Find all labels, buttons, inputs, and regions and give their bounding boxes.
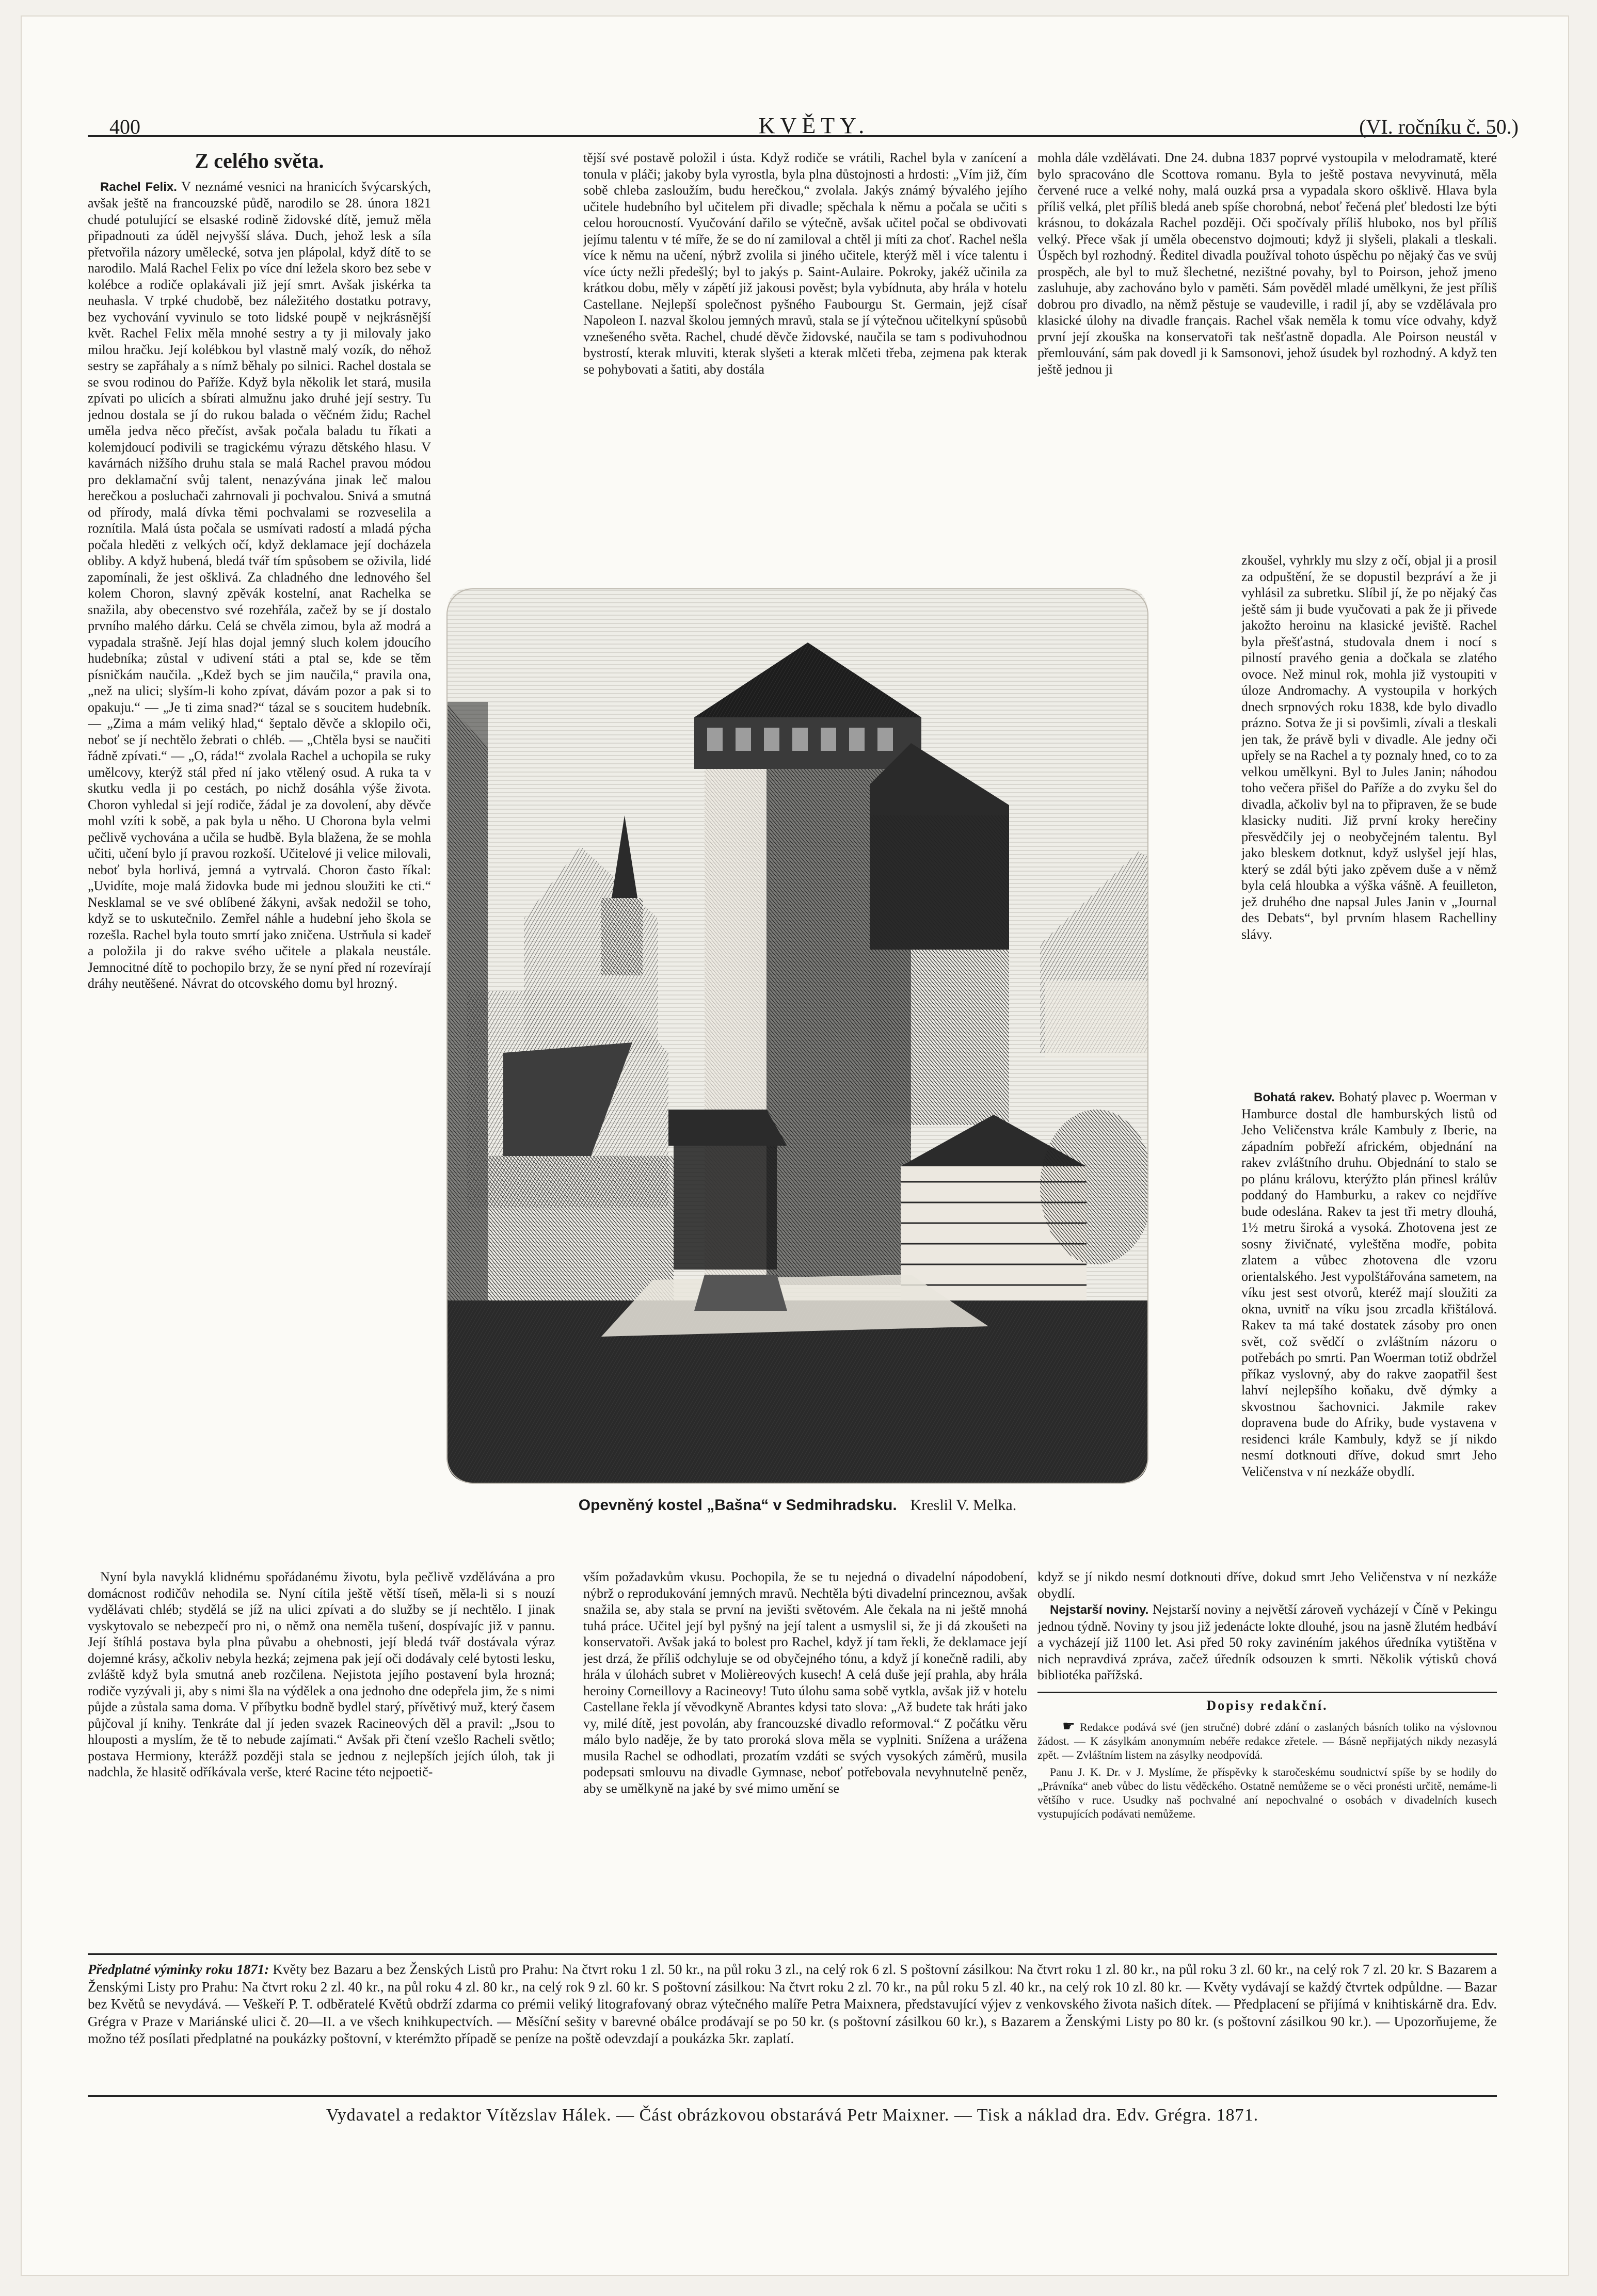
page-header xyxy=(109,109,1519,151)
article-text: Nejstarší noviny a největší zároveň vycházejí v Číně v Pekingu jednou týdně. Noviny ty jsou již jedenácte lokte dlouhé, jsou na jasně žlutém hedbáví a vycházejí již 1100 let. Asi před 50 roky zavinéním jakéhos úředníka vytištěna v nich nepravdivá zpráva, začež úředník odsouzen k smrti. Několik výtisků chová bibliotéka pařížská. xyxy=(1037,1602,1497,1682)
pointing-hand-icon: ☛ xyxy=(1062,1718,1076,1735)
caption-credit: Kreslil V. Melka. xyxy=(910,1497,1017,1514)
volume-info: (VI. ročníku č. 50.) xyxy=(1359,115,1519,138)
subscription-rule-top xyxy=(88,1953,1497,1955)
article-lead: Bohatá rakev. xyxy=(1254,1090,1335,1104)
column-2-top xyxy=(583,150,1027,552)
column-3-bottom xyxy=(1037,1569,1497,1940)
article-text: Bohatý plavec p. Woerman v Hamburce dostal dle hamburských listů od Jeho Veličenstva krále Kambuly z Iberie, na západním pobřeží africkém, objednání na rakev zvláštního druhu. Objednání to stalo se po plánu královu, kterýžto plán přinesl králův poddaný do Hamburku, a rakev co nejdříve bude odeslána. Rakev ta jest tři metry dlouhá, 1½ metru široká a vysoká. Zhotovena jest ze sosny živičnaté, vyleštěna modře, pobita zlatem a vůbec zhotovena dle vzoru orientalského. Jest vypolštářována sametem, na víku jest sest otvorů, kteréž mají sloužiti za okna, uvnitř na víku jsou zrcadla křištálová. Rakev ta má také dostatek zásoby pro onen svět, což svědčí o zvláštním názoru o potřebách po smrti. Pan Woerman totiž obdržel příkaz vyslovný, aby do rakve zaopatřil šest lahví nejlepšího koňaku, dvě dýmky a skvostnou šachovnici. Jakmile rakev dopravena bude do Afriky, bude vystavena v residenci krále Kambuly, když se jí nikdo nesmí dotknouti dříve, dokud smrt Jeho Veličenstva v ní nezkáže obydlí. xyxy=(1241,1089,1497,1479)
subscription-terms xyxy=(88,1961,1497,2082)
caption-title: Opevněný kostel „Bašna“ v Sedmihradsku. xyxy=(578,1497,897,1514)
article-text: V neznámé vesnici na hranicích švýcarských, avšak ještě na francouzské půdě, narodilo se 28. února 1821 chudé potulující se elsaské rodině židovské dítě, jemuž měla připadnouti za úděl nejvyšší sláva. Duch, jehož lesk a síla přetvořila názory umělecké, sotva jen plápolal, když dítě to se narodilo. Malá Rachel Felix po více dní ležela skoro bez sebe v kolébce a rodiče oplakávali již její smrt. Avšak jiskérka ta neuhasla. V trpké chudobě, bez náležitého dostatku potravy, bez vychování vyvinulo se toto lidské poupě v nejkrásnější květ. Rachel Felix měla mnohé sestry a ty ji milovaly jako milou hračku. Její kolébkou byl vlastně malý vozík, do něhož sestry se zapřáhaly a s nímž běhaly po silnici. Rachel dostala se se svou rodinou do Paříže. Když byla několik let stará, musila zpívati po ulicích a sbírati almužnu jako druhé její sestry. Tu jednou dostala se jí do rukou balada o věčném židu; Rachel uměla jedva něco přečíst, avšak počala baladu tu říkati a kolemjdoucí podivili se tragickému výrazu dětského hlasu. V kavárnách nižšího druhu stala se malá Rachel pravou módou pro deklamační svůj talent, nenazývána jinak leč malou herečkou a posluchači zahrnovali ji pochvalou. Snivá a smutná od přírody, malá dívka těmi pochvalami se rozveselila a roznítila. Malá ústa počala se usmívati radostí a mladá pýcha počala hleděti z velkých očí, když deklamace její docházela obliby. A když hubená, bledá tvář tím spůsobem se oživila, lidé zapomínali, že jest ošklivá. Za chladného dne lednového šel kolem Choron, slavný zpěvák kostelní, anat Rachelka se snažila, aby obecenstvo své rozehřála, začež by se jí dostalo prvního malého dárku. Celá se chvěla zimou, byla až modrá a vypadala strašně. Její hlas dojal jemný sluch kolem jdoucího hudebníka; zůstal v udivení státi a ptal se, kde se těm písničkám naučila. „Kdež bych se jim naučila,“ pravila ona, „než na ulici; slyším-li koho zpívat, dávám pozor a pak si to opakuju.“ — „Je ti zima snad?“ tázal se s soucitem hudebník. — „Zima a mám veliký hlad,“ šeptalo děvče a sklopilo oči, neboť se jí nechtělo žebrati o chléb. — „Chtěla bysi se naučiti řádně zpívati.“ — „O, ráda!“ zvolala Rachel a uchopila se ruky umělcovy, kterýž stál před ní jako vtělený osud. A ruka ta v skutku vedla ji po cestách, po nichž dosáhla výše života. Choron vyhledal si její rodiče, žádal je za dovolení, aby děvče mohl vzíti k sobě, a pak byla u něho. U Chorona byla velmi pečlivě vychována a učila se hudbě. Byla blažena, že se mohla učiti, učení bylo jí pravou rozkoší. Učitelové ji velice milovali, neboť byla horlivá, jemná a vytrvalá. Choron často říkal: „Uvidíte, moje malá židovka bude mi jednou sloužiti ke cti.“ Nesklamal se ve své oblíbené žákyni, avšak nedožil se toho, když se to uskutečnilo. Zemřel náhle a hudební jeho škola se rozešla. Rachel byla touto smrtí jako zničena. Ustrňula si kadeř a položila ji do rakve svého učitele a plakala neustále. Jemnocitné dítě to pochopilo brzy, že se nyní před ní rozevírají dráhy neutěšené. Návrat do otcovského domu byl hrozný. xyxy=(88,179,431,991)
publisher-footer: Vydavatel a redaktor Vítězslav Hálek. — Část obrázkovou obstarává Petr Maixner. — Tisk a náklad dra. Edv. Grégra. 1871. xyxy=(326,2106,1259,2125)
subscription-text: Květy bez Bazaru a bez Ženských Listů pro Prahu: Na čtvrt roku 1 zl. 50 kr., na půl roku 3 zl., na celý rok 6 zl. S poštovní zásilkou: Na čtvrt roku 1 zl. 80 kr., na půl roku 3 zl. 60 kr., na celý rok 7 zl. 20 kr. S Bazarem a Ženskými Listy pro Prahu: Na čtvrt roku 2 zl. 40 kr., na půl roku 4 zl. 80 kr., na celý rok 9 zl. 60 kr. S poštovní zásilkou: Na čtvrt roku 2 zl. 70 kr., na půl roku 5 zl. 40 kr., na celý rok 10 zl. 80 kr. — Květy vydávají se každý čtvrtek odpůldne. — Bazar bez Květů se nevydává. — Veškeří P. T. odběratelé Květů obdrží zdarma co prémii veliký litografovaný obraz výtečného malíře Petra Maixnera, představující výjev z venkovského života našich dítek. — Předplacení se přijímá v knihtiskárně dra. Edv. Grégra v Praze v Mariánské ulici č. 20—II. a ve všech knihkupectvích. — Měsíční sešity v barevné obálce prodávají se po 50 kr. (s poštovní zásilkou 60 kr.), s Bazarem a Ženskými Listy po 80 kr. (s poštovní zásilkou 90 kr.). — Upozorňujeme, že možno též posílati předplatné na poukázky poštovní, v kterémžto případě se peníze na poště odevzdají a poukázka 5kr. zaplatí. xyxy=(88,1962,1497,2046)
article-bohata-rakev xyxy=(1241,1089,1497,1480)
editorial-notes xyxy=(1037,1698,1497,1821)
article-lead: Nejstarší noviny. xyxy=(1050,1603,1149,1617)
column-1 xyxy=(88,150,431,1559)
illustration-caption xyxy=(446,1497,1148,1514)
subscription-label: Předplatné výminky roku 1871: xyxy=(88,1962,269,1977)
article-rachel-felix xyxy=(88,179,431,992)
article-text-continued: zkoušel, vyhrkly mu slzy z očí, objal ji a prosil za odpuštění, že se dopustil bezpráví a že ji vyhlásil za subretku. Slíbil jí, že po nějaký čas ještě sám ji bude vyučovati a pak že ji přivede jakožto heroinu na klasické jeviště. Rachel byla přešťastná, studovala dnem i nocí s pilností pravého genia a dočkala se zlatého ovoce. Než minul rok, mohla již vystoupiti v úloze Andromachy. A vystoupila v horkých dnech srpnových roku 1838, kde bylo divadlo prázno. Sotva že ji si povšimli, zívali a tleskali jen tak, že právě byli v divadle. Ale jedny oči upřely se na Rachel a ty poznaly hned, co to za velkou umělkyni. Byl to Jules Janin; náhodou toho večera přišel do Paříže a do zvyku šel do divadla, ačkoliv byl na to připraven, že se bude klasicky nuditi. Již první kroky herečiny přesvědčily jej o neobyčejném talentu. Byl jako bleskem dotknut, když uslyšel její hlas, který se zdál býti jako zpěvem duše a v němž byla celá hloubka a výška vášně. A feuilleton, jež druhého dne napsal Jules Janin v „Journal des Debats“, byl prvním hlasem Rachelliny slávy. xyxy=(1241,553,1497,942)
page-number: 400 xyxy=(109,115,140,138)
article-rakev-end: když se jí nikdo nesmí dotknouti dříve, dokud smrt Jeho Veličenstva v ní nezkáže obydlí. xyxy=(1037,1569,1497,1601)
article-nejstarsi-noviny xyxy=(1037,1601,1497,1683)
church-illustration xyxy=(446,588,1148,1484)
section-title: Z celého světa. xyxy=(195,150,324,172)
editorial-notice-2: Panu J. K. Dr. v J. Myslíme, že příspěvky k staročeskému soudnictví spíše by se hodily do „Právníka“ aneb vůbec do listu věděckého. Ostatně nemůžeme se o věci pronésti určitě, nemáme-li většího v ruce. Usudky naš pochvalné aní nepochvalné o osobách v divadelních kusech vystupujících podávati nemůžeme. xyxy=(1037,1765,1497,1820)
column-2-bottom xyxy=(583,1569,1027,1930)
editorial-title: Dopisy redakční. xyxy=(1206,1697,1328,1713)
header-rule xyxy=(88,135,1497,137)
divider xyxy=(1037,1692,1497,1693)
article-lead: Rachel Felix. xyxy=(100,180,177,194)
article-text-continued: mohla dále vzdělávati. Dne 24. dubna 1837 poprvé vystoupila v melodramatě, které bylo spracováno dle Scottova romanu. Byla to ještě postava nevyvinutá, měla červené ruce a velké nohy, malá ouzká prsa a vypadala skoro ošklivě. Hlava byla příliš velká, plet příliš bledá aneb spíše chorobná, neboť řečená pleť bledosti lze býti krásnou, to dokázala Rachel později. Oči spočívaly příliš hluboko, nos byl příliš velký. Přece však jí uměla obecenstvo dojmouti; když ji slyšeli, plakali a tleskali. Úspěch byl rozhodný. Ředitel divadla používal tohoto úspěchu po nějaký čas ve svůj prospěch, ale byl to muž šlechetné, nezištné povahy, byl to Poirson, jehož jmeno zasluhuje, aby zachováno bylo v paměti. Sám pověděl mladé umělkyni, že jest příliš dobrou pro divadlo, na němž pěstuje se vaudeville, i radil jí, aby se vzdělávala pro klasické úlohy na divadle français. Rachel však neměla k tomu více odvahy, když první její zkouška na konservatoři tak nešťastně dopadla. Ale Poirson neustál v přemlouvání, sám pak dovedl ji k Samsonovi, jehož úsudek byl rozhodný. A když ten ještě jednou ji xyxy=(1037,150,1497,377)
footer-rule xyxy=(88,2095,1497,2097)
journal-title: KVĚTY. xyxy=(758,113,870,138)
article-text-continued: Nyní byla navyklá klidnému spořádanému životu, byla pečlivě vzdělávána a pro domácnost rodičův nehodila se. Nyní cítila ještě větší tíseň, měla-li si s nouzí vydělávati chléb; stydělá se jíž na ulici zpívati a do služby se jí nechtělo. I jinak vyskytovalo se nebezpečí pro ni, o němž ona neměla tušení, dospívajíc již v pannu. Její štíhlá postava byla plna půvabu a ohebnosti, její bledá tvář dostávala výraz dojemné krásy, ačkoliv nebyla hezká; zejmena pak její oči dodávaly celé bytosti lesku, zvláště když byla smutná aneb rozčilena. Nejistota jejího postavení byla hrozná; rodiče vyzývali ji, aby s nimi šla na výdělek a ona jednoho dne odepřela jim, že s nimi půjde a zůstala sama doma. V příbytku bodně bydlel starý, přívětivý muž, který časem půjčoval jí knihy. Tenkráte dal jí jeden svazek Racineových děl a pravil: „Jsou to hlouposti a myslím, že tě to nebude zajímati.“ Avšak při čtení vzešlo Racheli světlo; postava Hermiony, kterážž později stala se jednou z nejlepších jejích úloh, tak ji nadchla, že hlasitě odříkávala verše, které Racine této nejpoetič- xyxy=(88,1569,555,1779)
column-1-bottom xyxy=(88,1569,555,1930)
article-text-continued: tější své postavě položil i ústa. Když rodiče se vrátili, Rachel byla v zanícení a tonula v pláči; jakoby byla vyrostla, byla plna důstojnosti a hrdosti: „Vím již, čím sobě chleba zasloužím, budu herečkou,“ zvolala. Jakýs známý bývalého jejího učitele hudebního byl učitelem při divadle; spěchala k němu a počala se učiti s celou horoucností. Vyučování dařilo se výtečně, avšak učitel počal se obdivovati jejímu talentu v té míře, že se do ní zamiloval a chtěl ji míti za choť. Rachel nešla více k němu na učení, nýbrž zvolila si jiného učitele, kterýž měl i více talentu i více úcty nežli předešlý; byl to jakýs p. Saint-Aulaire. Pokroky, jakéž učinila za krátkou dobu, měly v zápětí již jakousi pověst; byla vybídnuta, aby hrála v hotelu Castellane. Nejlepší společnost pyšného Faubourgu St. Germain, jejž císař Napoleon I. nazval školou jemných mravů, stala se jí výtečnou učitelkyní spůsobů vznešeného světa. Rachel, chudé děvče židovské, naučila se tam s podivuhodnou bystrostí, kterak mluviti, kterak slyšeti a kterak mlčeti třeba, zejmena pak kterak se pohybovati a šatiti, aby dostála xyxy=(583,150,1027,377)
editorial-notice-1: ☛ Redakce podává své (jen stručné) dobré zdání o zaslaných básních toliko na výslovnou žádost. — K zásylkám anonymním nebéře redakce zřetele. — Básně nepřijatých nikdy nezasylá zpět. — Zvláštním listem na zásylky neodpovídá. xyxy=(1037,1718,1497,1761)
article-text-continued: vším požadavkům vkusu. Pochopila, že se tu nejedná o divadelní nápodobení, nýbrž o reprodukování jemných mravů. Nechtěla býti divadelní princeznou, avšak snažila se, aby stala se první na jevišti světovém. Ale čekala na ni ještě mnohá tuhá práce. Učitel její byl pyšný na její talent a usmyslil si, že ji dá zkoušeti na konservatoři. Avšak jaká to bolest pro Rachel, když jí tam řekli, že deklamace její jest drzá, že příliš odchyluje se od obyčejného tónu, a když jí konečně radili, aby hrála v úlohách subret v Molièreových kusech! A celá duše její prahla, aby hrála heroiny Corneillovy a Racineovy! Tuto úlohu sama sobě vytkla, avšak již v hotelu Castellane řekla jí věvodkyně Abrantes kdysi tato slova: „Až budete tak hráti jako vy, milé dítě, jest povolán, aby francouzské divadlo reformoval.“ Z počátku věru málo bylo naděje, že by tato proroká slova měla se vyplniti. Snížena a urážena musila Rachel se odhodlati, prozatím vzdáti se svých vysokých záměrů, musila podepsati smlouvu na divadle Gymnase, neboť potřebovala nevyhnutelně peněz, aby se umělkyně na jaké by své mimo umění se xyxy=(583,1569,1027,1796)
column-3-rakev xyxy=(1241,1089,1497,1584)
column-3-top xyxy=(1037,150,1497,552)
column-3-middle xyxy=(1241,552,1497,1089)
